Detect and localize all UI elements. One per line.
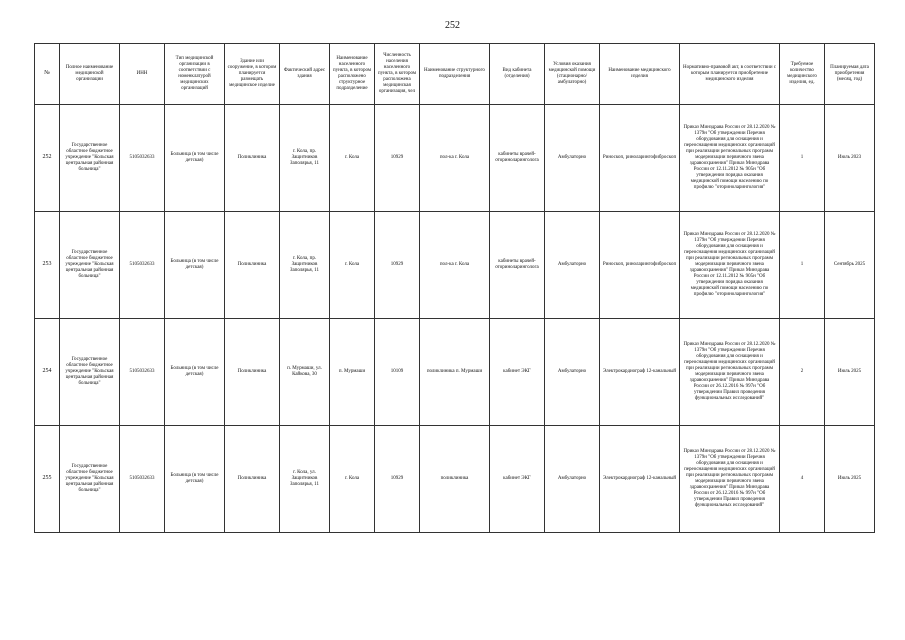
cell-legal-act: Приказ Минздрава России от 28.12.2020 № 1379н "Об утверждении Перечня оборудования для оснащения и переоснащения медицинских организаций при реализации региональных программ модернизации первичного звена здравоохранения" Приказ Минздрава России от 12.11.2012 № 905н "Об утверждении порядка оказания медицинской помощи населению по профилю "оториноларингология" (680, 212, 780, 319)
cell-org-name: Государственное областное бюджетное учреждение "Кольская центральная районная больница" (60, 426, 120, 533)
cell-inn: 5105032633 (120, 212, 165, 319)
cell-population: 10109 (375, 319, 420, 426)
cell-address: г. Кола, пр. Защитников Заполярья, 11 (280, 212, 330, 319)
cell-org-name: Государственное областное бюджетное учреждение "Кольская центральная районная больница" (60, 105, 120, 212)
equipment-table (34, 43, 875, 533)
cell-population: 10929 (375, 212, 420, 319)
cell-inn: 5105032633 (120, 319, 165, 426)
cell-inn: 5105032633 (120, 105, 165, 212)
cell-division: поликлиника (420, 426, 490, 533)
table-row (35, 105, 875, 212)
header-cell-population: Численность населения населенного пункта, в котором расположена медицинская организация, чел (375, 44, 420, 105)
table-header (35, 44, 875, 105)
cell-org-name: Государственное областное бюджетное учреждение "Кольская центральная районная больница" (60, 212, 120, 319)
cell-care-conditions: Амбулаторно (545, 319, 600, 426)
cell-device-name: Электрокардиограф 12-канальный (600, 426, 680, 533)
cell-building: Поликлиника (225, 105, 280, 212)
cell-quantity: 2 (780, 319, 825, 426)
header-cell-address: Фактический адрес здания (280, 44, 330, 105)
cell-address: п. Мурмаши, ул. Кайкова, 30 (280, 319, 330, 426)
cell-planned-date: Июль 2025 (825, 319, 875, 426)
cell-cabinet-type: кабинет ЭКГ (490, 319, 545, 426)
cell-number: 255 (35, 426, 60, 533)
cell-legal-act: Приказ Минздрава России от 28.12.2020 № 1379н "Об утверждении Перечня оборудования для оснащения и переоснащения медицинских организаций при реализации региональных программ модернизации первичного звена здравоохранения" Приказ Минздрава России от 26.12.2016 № 997н "Об утверждении Правил проведения функциональных исследований" (680, 426, 780, 533)
cell-cabinet-type: кабинеты врачей-оториноларинголога (490, 212, 545, 319)
cell-number: 252 (35, 105, 60, 212)
cell-quantity: 1 (780, 105, 825, 212)
cell-planned-date: Июль 2025 (825, 426, 875, 533)
cell-division: пол-ка г. Кола (420, 212, 490, 319)
cell-division: поликлиника п. Мурмаши (420, 319, 490, 426)
header-cell-org-type: Тип медицинской организации в соответствии с номенклатурой медицинских организаций (165, 44, 225, 105)
cell-planned-date: Сентябрь 2025 (825, 212, 875, 319)
cell-planned-date: Июль 2023 (825, 105, 875, 212)
cell-org-type: Больница (в том числе детская) (165, 426, 225, 533)
cell-legal-act: Приказ Минздрава России от 28.12.2020 № 1379н "Об утверждении Перечня оборудования для оснащения и переоснащения медицинских организаций при реализации региональных программ модернизации первичного звена здравоохранения" Приказ Минздрава России от 26.12.2016 № 997н "Об утверждении Правил проведения функциональных исследований" (680, 319, 780, 426)
cell-population: 10929 (375, 426, 420, 533)
header-cell-org-name: Полное наименование медицинской организации (60, 44, 120, 105)
cell-device-name: Электрокардиограф 12-канальный (600, 319, 680, 426)
cell-org-type: Больница (в том числе детская) (165, 105, 225, 212)
cell-cabinet-type: кабинеты врачей-оториноларинголога (490, 105, 545, 212)
cell-building: Поликлиника (225, 212, 280, 319)
cell-building: Поликлиника (225, 319, 280, 426)
table-row (35, 319, 875, 426)
table-row (35, 426, 875, 533)
cell-locality: п. Мурмаши (330, 319, 375, 426)
cell-address: г. Кола, ул. Защитников Заполярья, 11 (280, 426, 330, 533)
table-body (35, 105, 875, 533)
header-cell-division: Наименование структурного подразделения (420, 44, 490, 105)
cell-population: 10929 (375, 105, 420, 212)
cell-inn: 5105032633 (120, 426, 165, 533)
header-cell-legal-act: Нормативно-правовой акт, в соответствии с которым планируется приобретение медицинского изделия (680, 44, 780, 105)
cell-care-conditions: Амбулаторно (545, 426, 600, 533)
header-cell-number: № (35, 44, 60, 105)
page-number: 252 (445, 20, 460, 31)
header-cell-planned-date: Планируемая дата приобретения (месяц, год) (825, 44, 875, 105)
cell-device-name: Риноскоп, риноларингофиброскоп (600, 212, 680, 319)
cell-locality: г. Кола (330, 426, 375, 533)
cell-number: 254 (35, 319, 60, 426)
cell-org-type: Больница (в том числе детская) (165, 212, 225, 319)
cell-address: г. Кола, пр. Защитников Заполярья, 11 (280, 105, 330, 212)
header-cell-inn: ИНН (120, 44, 165, 105)
cell-device-name: Риноскоп, риноларингофиброскоп (600, 105, 680, 212)
table-row (35, 212, 875, 319)
cell-building: Поликлиника (225, 426, 280, 533)
cell-org-name: Государственное областное бюджетное учреждение "Кольская центральная районная больница" (60, 319, 120, 426)
cell-legal-act: Приказ Минздрава России от 28.12.2020 № 1379н "Об утверждении Перечня оборудования для оснащения и переоснащения медицинских организаций при реализации региональных программ модернизации первичного звена здравоохранения" Приказ Минздрава России от 12.11.2012 № 905н "Об утверждении порядка оказания медицинской помощи населению по профилю "оториноларингология" (680, 105, 780, 212)
header-row (35, 44, 875, 105)
cell-care-conditions: Амбулаторно (545, 105, 600, 212)
cell-quantity: 1 (780, 212, 825, 319)
header-cell-building: Здание или сооружение, в котором планируется размещать медицинское изделие (225, 44, 280, 105)
cell-org-type: Больница (в том числе детская) (165, 319, 225, 426)
header-cell-device-name: Наименование медицинского изделия (600, 44, 680, 105)
cell-locality: г. Кола (330, 105, 375, 212)
header-cell-cabinet-type: Вид кабинета (отделения) (490, 44, 545, 105)
cell-cabinet-type: кабинет ЭКГ (490, 426, 545, 533)
cell-number: 253 (35, 212, 60, 319)
header-cell-quantity: Требуемое количество медицинского изделия, ед. (780, 44, 825, 105)
cell-care-conditions: Амбулаторно (545, 212, 600, 319)
cell-division: пол-ка г. Кола (420, 105, 490, 212)
header-cell-locality: Наименование населенного пункта, в котором расположено структурное подразделение (330, 44, 375, 105)
cell-locality: г. Кола (330, 212, 375, 319)
header-cell-care-conditions: Условия оказания медицинской помощи (стационарно/амбулаторно) (545, 44, 600, 105)
cell-quantity: 4 (780, 426, 825, 533)
